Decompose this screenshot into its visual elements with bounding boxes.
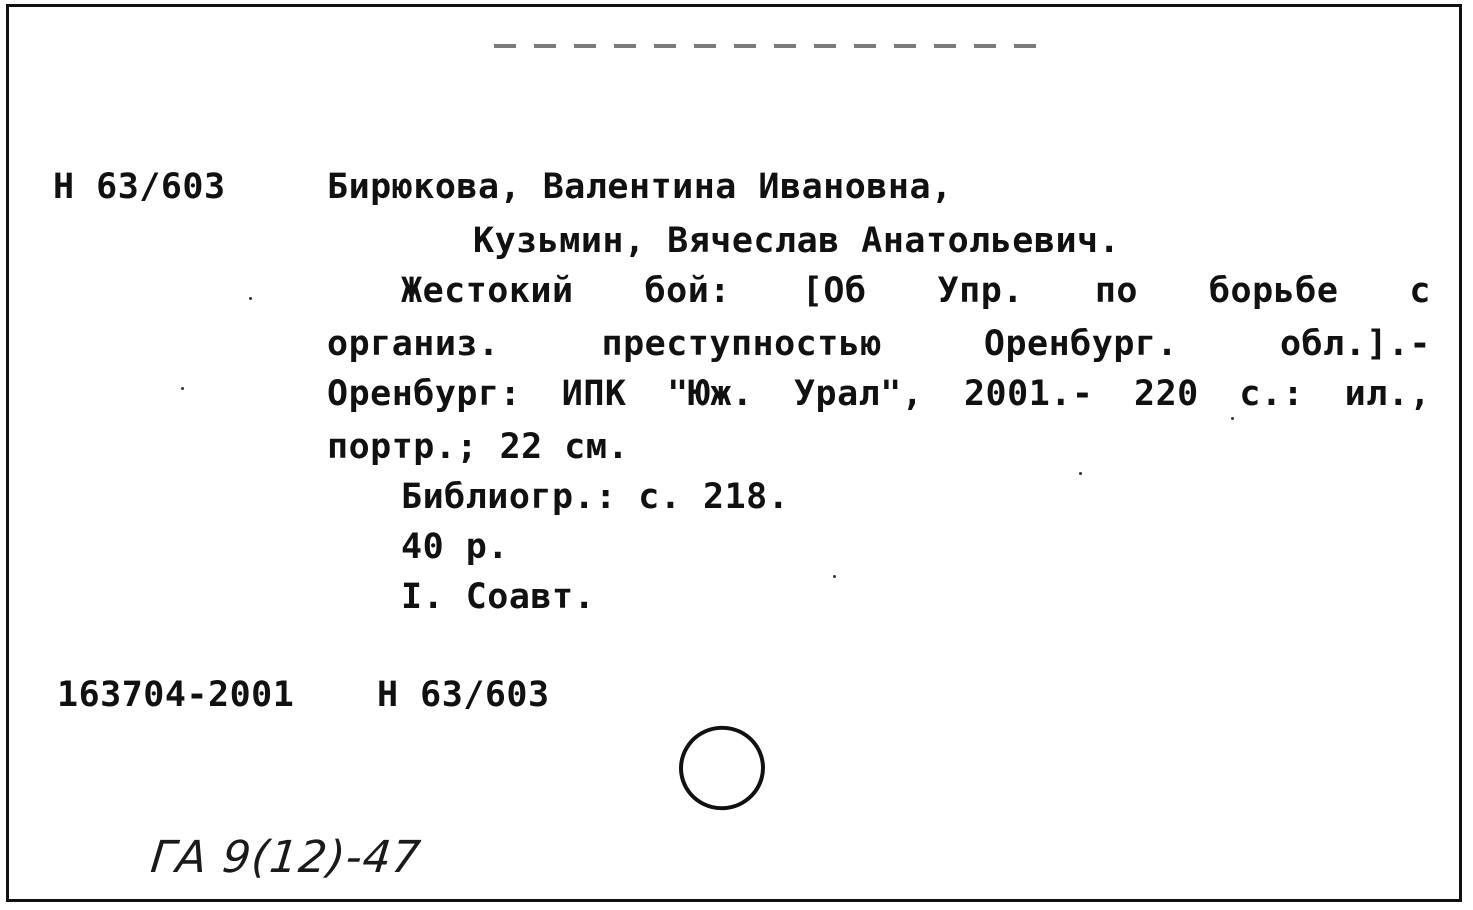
title-word: Оренбург. [983, 324, 1179, 364]
title-word: преступностью [601, 324, 882, 364]
title-word: организ. [327, 324, 500, 364]
accession-shelfmark: Н 63/603 [377, 675, 550, 715]
title-word: по [1094, 271, 1138, 311]
stamp-circle [674, 720, 771, 815]
title-word: с [1409, 271, 1431, 311]
price: 40 р. [401, 527, 509, 567]
bibliography-note: Библиогр.: с. 218. [401, 477, 790, 517]
physical-description: портр.; 22 см. [327, 427, 630, 467]
title-word: бой: [644, 271, 731, 311]
coauthor-line: Кузьмин, Вячеслав Анатольевич. [473, 221, 1121, 261]
title-line-2 [327, 324, 1431, 364]
title-word: 2001.- [963, 374, 1094, 414]
title-word: Урал", [793, 374, 924, 414]
title-word: [Об [801, 271, 867, 311]
title-word: ИПК [561, 374, 627, 414]
title-word: "Юж. [667, 374, 754, 414]
top-dashed-line [494, 44, 1054, 48]
title-line-1 [401, 271, 1431, 311]
speck [249, 297, 252, 300]
added-entry: I. Соавт. [401, 577, 596, 617]
shelfmark: Н 63/603 [53, 167, 226, 207]
title-word: борьбе [1208, 271, 1339, 311]
title-word: Оренбург: [327, 374, 522, 414]
title-line-3 [327, 374, 1431, 414]
title-word: обл.].- [1279, 324, 1431, 364]
accession-number: 163704-2001 [57, 675, 295, 715]
title-word: 220 [1134, 374, 1199, 414]
speck [1079, 472, 1082, 475]
title-word: Жестокий [401, 271, 574, 311]
author-line: Бирюкова, Валентина Ивановна, [327, 167, 953, 207]
title-word: ил., [1344, 374, 1431, 414]
title-word: с.: [1239, 374, 1305, 414]
title-word: Упр. [937, 271, 1024, 311]
catalog-card [6, 4, 1462, 902]
speck [833, 575, 836, 578]
handwritten-classification: ГА 9(12)-47 [148, 832, 424, 883]
speck [181, 387, 184, 390]
speck [1231, 417, 1234, 420]
